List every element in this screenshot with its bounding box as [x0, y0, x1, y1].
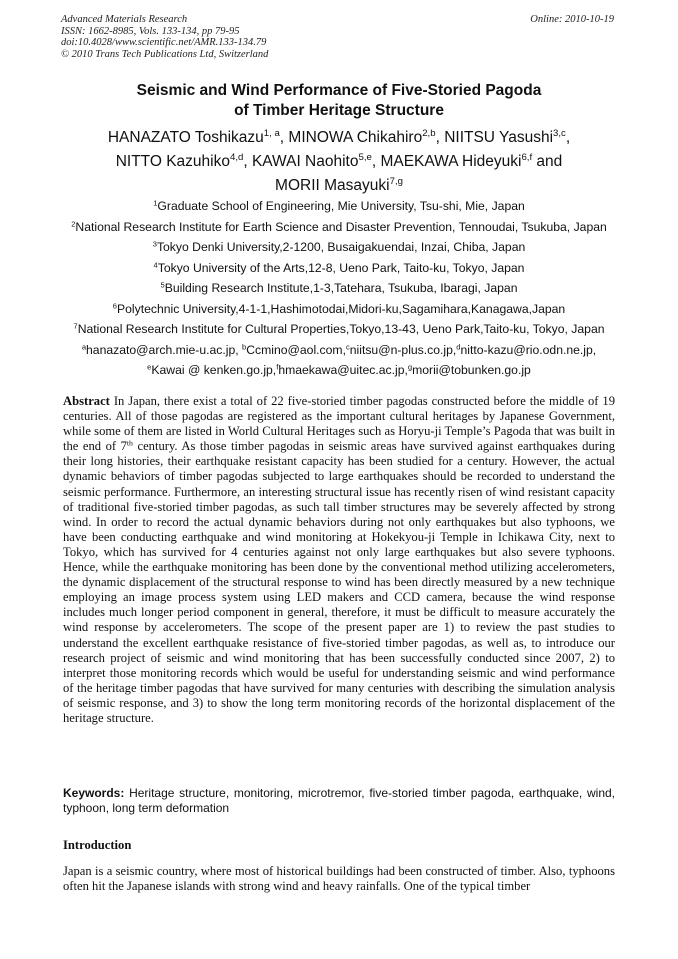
affiliation-text: Building Research Institute,1-3,Tatehara, Tsukuba, Ibaragi, Japan [164, 281, 518, 295]
affiliation-sup: 5 [160, 280, 165, 290]
keywords-paragraph [63, 786, 615, 816]
author-sup: 6,f [521, 152, 533, 164]
author-sup: 4,d [229, 152, 244, 164]
email-sup: c [345, 341, 350, 351]
author-sep: and [532, 153, 563, 170]
affiliation-line [52, 278, 626, 299]
affiliation-text: Graduate School of Engineering, Mie University, Tsu-shi, Mie, Japan [157, 199, 525, 213]
affiliation-line [52, 196, 626, 217]
email-sup: d [456, 341, 461, 351]
author-line-3 [60, 174, 618, 198]
introduction-text: Japan is a seismic country, where most of historical buildings had been constructed of timber. Also, typhoons often hit the Japanese islands with strong wind and heavy rainfalls. One of the typical timber [63, 864, 615, 894]
abstract-text-2: century. As those timber pagodas in seismic areas have survived against earthquakes during their long histories, their earthquake resistant capacity has been studied for a century. However, the actual dynamic behaviors of timber pagodas subjected to large earthquakes should be recorded to understand the seismic performance. Furthermore, an interesting structural issue has recently risen of wind resistant capacity of traditional five-storied timber pagodas, as such tall timber structures may be severely affected by strong wind. In order to record the actual dynamic behaviors during not only earthquakes but also typhoons, we have been conducting earthquake and wind monitoring at Hokekyou-ji Temple in Ichikawa City, next to Tokyo, which has survived for 4 centuries against not only large earthquakes but also severe typhoons. Hence, while the earthquake monitoring has been done by the conventional method utilizing accelerometers, the dynamic displacement of the structural response to wind has been directly measured by a new technique employing an image process system using LED makers and CCD camera, because the wind response includes much longer period component in general, therefore, it must be difficult to measure accurately the wind response by accelerometers. The scope of the present paper are 1) to review the past studies to understand the excellent earthquake resistance of five-storied timber pagodas, as well as, to introduce our research project of seismic and wind monitoring that has been successfully conducted since 2007, 2) to interpret those monitoring records which would be useful for understanding seismic and wind performance of the heritage timber pagodas that have survived for many centuries with describing the simulation analysis of seismic response, and 3) to show the long term monitoring records of the horizontal displacement of the heritage structure. [63, 439, 615, 725]
keywords-text: Heritage structure, monitoring, microtremor, five-storied timber pagoda, earthquake, wind, typhoon, long term deformation [63, 786, 615, 815]
affiliation-line [52, 258, 626, 279]
email-link[interactable]: niitsu@n-plus.co.jp, [349, 342, 457, 357]
issn-line: ISSN: 1662-8985, Vols. 133-134, pp 79-95 [61, 25, 240, 37]
author-name: NIITSU Yasushi [444, 129, 554, 146]
affiliation-text: Polytechnic University,4-1-1,Hashimotodai,Midori-ku,Sagamihara,Kanagawa,Japan [116, 301, 566, 316]
email-link[interactable]: hmaekawa@uitec.ac.jp, [278, 363, 408, 377]
affiliations [52, 196, 626, 381]
author-name: NITTO Kazuhiko [115, 153, 230, 170]
author-line-2 [60, 150, 618, 174]
affiliation-line [52, 217, 626, 238]
journal-name: Advanced Materials Research [61, 14, 188, 25]
email-sup: b [242, 341, 247, 351]
email-link[interactable]: hanazato@arch.mie-u.ac.jp, [86, 342, 243, 357]
author-sep: , [279, 129, 289, 146]
paper-title [60, 81, 618, 121]
journal-header [61, 14, 268, 60]
email-link[interactable]: morii@tobunken.go.jp [412, 363, 531, 377]
affiliation-sup: 7 [73, 321, 78, 331]
affiliation-text: National Research Institute for Cultural Properties,Tokyo,13-43, Ueno Park,Taito-ku, Tokyo, Japan [77, 322, 605, 336]
affiliation-text: National Research Institute for Earth Science and Disaster Prevention, Tennoudai, Tsukuba, Japan [75, 219, 607, 234]
abstract-label: Abstract [63, 394, 110, 408]
email-sup: g [407, 362, 413, 372]
abstract-text-1: In Japan, there exist a total of 22 five-storied timber pagodas constructed before the middle of 19 centuries. All of those pagodas are registered as the important cultural heritages by Japanese Government, while some of them are listed in World Cultural Heritages such as Horyu-ji Temple’s Pagoda that was built in the end of 7 [63, 394, 615, 454]
author-sup: 7,g [389, 176, 403, 188]
affiliation-sup: 3 [152, 239, 157, 249]
affiliation-line [52, 299, 626, 320]
author-name: HANAZATO Toshikazu [107, 129, 264, 146]
email-sup: a [81, 341, 87, 351]
author-sep: , [435, 129, 445, 146]
doi-line[interactable]: doi:10.4028/www.scientific.net/AMR.133-134.79 [61, 37, 267, 48]
title-line-2: of Timber Heritage Structure [234, 102, 444, 119]
abstract-sup: th [126, 438, 133, 448]
author-sup: 5,e [358, 152, 372, 164]
affiliation-sup: 4 [153, 259, 158, 269]
copyright-line: © 2010 Trans Tech Publications Ltd, Switzerland [61, 48, 269, 60]
abstract-paragraph [63, 394, 615, 726]
author-line-1 [60, 126, 618, 150]
affiliation-text: Tokyo University of the Arts,12-8, Ueno Park, Taito-ku, Tokyo, Japan [157, 260, 525, 275]
introduction-heading: Introduction [63, 838, 132, 852]
email-link[interactable]: nitto-kazu@rio.odn.ne.jp, [460, 342, 597, 357]
author-list [60, 126, 618, 198]
affiliation-line [52, 237, 626, 258]
email-line-2 [52, 360, 626, 381]
affiliation-text: Tokyo Denki University,2-1200, Busaigakuendai, Inzai, Chiba, Japan [156, 240, 526, 254]
email-sup: f [276, 362, 279, 372]
author-sup: 3,c [553, 128, 566, 140]
affiliation-sup: 2 [71, 218, 76, 228]
author-name: MAEKAWA Hideyuki [380, 153, 522, 170]
author-name: KAWAI Naohito [251, 153, 359, 170]
author-sep: , [371, 153, 381, 170]
affiliation-line [52, 319, 626, 340]
email-link[interactable]: Ccmino@aol.com, [246, 342, 346, 357]
affiliation-sup: 6 [112, 300, 117, 310]
keywords-label: Keywords: [63, 786, 125, 800]
author-sep: , [565, 129, 571, 146]
affiliation-sup: 1 [153, 198, 158, 208]
author-sup: 2,b [422, 128, 436, 140]
author-name: MORII Masayuki [275, 177, 390, 194]
title-line-1: Seismic and Wind Performance of Five-Storied Pagoda [136, 82, 542, 99]
email-line-1 [52, 340, 626, 361]
author-sup: 1, a [263, 128, 280, 140]
email-link[interactable]: Kawai @ kenken.go.jp, [151, 363, 277, 377]
author-sep: , [243, 153, 252, 170]
author-name: MINOWA Chikahiro [288, 129, 423, 146]
email-sup: e [147, 362, 152, 372]
online-date: Online: 2010-10-19 [530, 14, 614, 25]
